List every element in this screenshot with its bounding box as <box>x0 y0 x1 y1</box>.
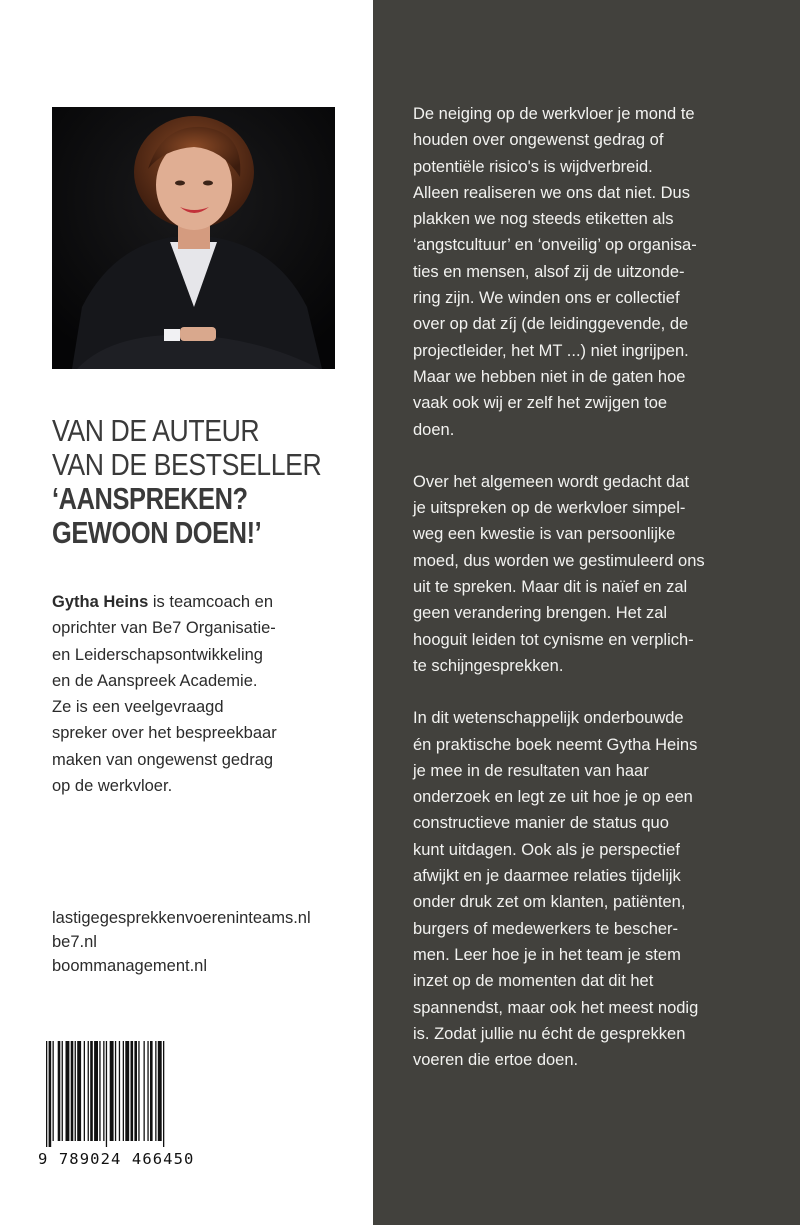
barcode-bar <box>158 1041 162 1141</box>
blurb-line: je mee in de resultaten van haar <box>413 761 649 780</box>
barcode-bar <box>110 1041 114 1141</box>
author-heading <box>52 414 362 550</box>
link-lastigegesprekken[interactable]: lastigegesprekkenvoereninteams.nl <box>52 909 311 927</box>
barcode-bar <box>103 1041 104 1141</box>
blurb-line: doen. <box>413 420 455 439</box>
blurb-paragraph-2 <box>413 469 783 679</box>
blurb-line: De neiging op de werkvloer je mond te <box>413 105 695 123</box>
blurb-line: inzet op de momenten dat dit het <box>413 972 654 991</box>
barcode-bar <box>125 1041 129 1141</box>
blurb-line: Over het algemeen wordt gedacht dat <box>413 472 690 491</box>
barcode-bar <box>71 1041 74 1141</box>
barcode-bar <box>62 1041 63 1141</box>
bio-line: maken van ongewenst gedrag <box>52 750 274 769</box>
heading-line-1: VAN DE AUTEUR <box>52 413 260 448</box>
blurb-line: én praktische boek neemt Gytha Heins <box>413 735 698 754</box>
blurb-line: plakken we nog steeds etiketten als <box>413 210 674 229</box>
barcode-bar <box>155 1041 156 1141</box>
blurb-paragraph-1 <box>413 101 783 443</box>
blurb-line: kunt uitdagen. Ook als je perspectief <box>413 840 680 859</box>
bio-line: spreker over het bespreekbaar <box>52 724 277 743</box>
website-links <box>52 906 372 978</box>
barcode-bar <box>144 1041 145 1141</box>
blurb-line: weg een kwestie is van persoonlijke <box>413 525 676 544</box>
blurb-line: ring zijn. We winden ons er collectief <box>413 289 680 308</box>
blurb-line: spannendst, maar ook het meest nodig <box>413 998 699 1017</box>
barcode-bar <box>90 1041 93 1141</box>
barcode-bar <box>49 1041 52 1147</box>
blurb-line: Alleen realiseren we ons dat niet. Dus <box>413 183 690 202</box>
blurb-line: te schijngesprekken. <box>413 656 564 675</box>
blurb-line: projectleider, het MT ...) niet ingrijpen. <box>413 341 689 360</box>
blurb-line: In dit wetenschappelijk onderbouwde <box>413 709 684 728</box>
barcode-bar <box>119 1041 120 1141</box>
heading-line-4: GEWOON DOEN!’ <box>52 515 262 550</box>
blurb-line: afwijkt en je daarmee relaties tijdelijk <box>413 867 681 886</box>
barcode-bar <box>99 1041 100 1141</box>
heading-line-3: ‘AANSPREKEN? <box>52 481 248 516</box>
blurb-line: onder druk zet om klanten, patiënten, <box>413 893 686 912</box>
barcode-bar <box>131 1041 134 1141</box>
barcode-bar <box>53 1041 54 1141</box>
author-name: Gytha Heins <box>52 593 149 611</box>
barcode-bar <box>58 1041 61 1141</box>
link-be7[interactable]: be7.nl <box>52 933 97 951</box>
bio-line: is teamcoach en <box>148 593 274 611</box>
isbn-number: 9 789024 466450 <box>38 1150 195 1168</box>
blurb-line: geen verandering brengen. Het zal <box>413 604 668 623</box>
barcode-bar <box>138 1041 139 1141</box>
heading-line-2: VAN DE BESTSELLER <box>52 447 322 482</box>
blurb-line: voeren die ertoe doen. <box>413 1051 579 1070</box>
barcode-bar <box>115 1041 116 1141</box>
author-photo <box>52 107 335 369</box>
barcode-bar <box>77 1041 81 1141</box>
blurb-line: ‘angstcultuur’ en ‘onveilig’ op organisa- <box>413 236 697 255</box>
blurb-line: is. Zodat jullie nu écht de gesprekken <box>413 1024 686 1043</box>
barcode-bar <box>94 1041 98 1141</box>
blurb-line: houden over ongewenst gedrag of <box>413 131 664 150</box>
blurb-line: constructieve manier de status quo <box>413 814 669 833</box>
barcode-bar <box>106 1041 107 1147</box>
blurb-line: over op dat zíj (de leidinggevende, de <box>413 315 689 334</box>
blurb-line: Maar we hebben niet in de gaten hoe <box>413 367 686 386</box>
blurb-paragraph-3 <box>413 705 783 1073</box>
bio-line: oprichter van Be7 Organisatie- <box>52 619 276 638</box>
bio-line: en Leiderschapsontwikkeling <box>52 645 263 664</box>
bio-line: Ze is een veelgevraagd <box>52 698 224 717</box>
isbn-barcode <box>38 1041 218 1171</box>
barcode-bar <box>84 1041 85 1141</box>
author-bio <box>52 589 352 799</box>
barcode-bar <box>75 1041 76 1141</box>
barcode-bar <box>163 1041 164 1147</box>
blurb-line: uit te spreken. Maar dit is naïef en zal <box>413 578 688 597</box>
barcode-bar <box>66 1041 70 1141</box>
blurb-line: ties en mensen, alsof zij de uitzonde- <box>413 262 685 281</box>
bio-line: en de Aanspreek Academie. <box>52 671 258 690</box>
blurb-line: je uitspreken op de werkvloer simpel- <box>413 499 686 518</box>
blurb-line: moed, dus worden we gestimuleerd ons <box>413 551 705 570</box>
blurb-line: hooguit leiden tot cynisme en verplich- <box>413 630 694 649</box>
barcode-bar <box>150 1041 153 1141</box>
barcode-bar <box>88 1041 89 1141</box>
barcode-bar <box>123 1041 124 1141</box>
blurb-line: men. Leer hoe je in het team je stem <box>413 945 681 964</box>
blurb-line: vaak ook wij er zelf het zwijgen toe <box>413 394 668 413</box>
blurb-line: burgers of medewerkers te bescher- <box>413 919 679 938</box>
barcode-bar <box>134 1041 137 1141</box>
link-boommanagement[interactable]: boommanagement.nl <box>52 957 208 975</box>
blurb-line: potentiële risico's is wijdverbreid. <box>413 157 653 176</box>
book-blurb <box>413 101 783 1099</box>
blurb-line: onderzoek en legt ze uit hoe je op een <box>413 788 693 807</box>
bio-line: op de werkvloer. <box>52 777 173 796</box>
barcode-bars <box>38 1041 218 1149</box>
barcode-bar <box>46 1041 47 1147</box>
barcode-bar <box>147 1041 148 1141</box>
